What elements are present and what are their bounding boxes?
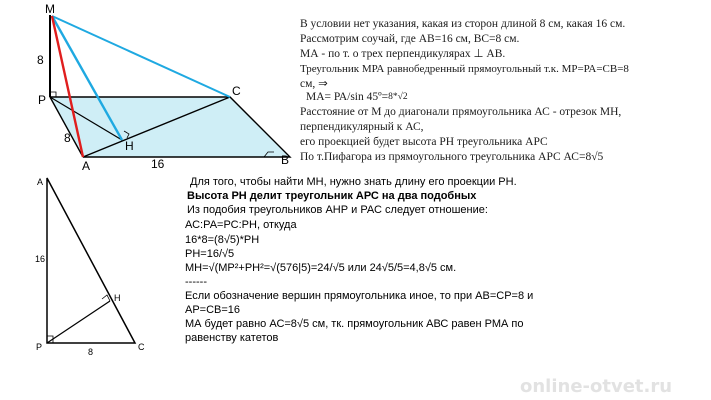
text-line-7: Расстояние от М до диагонали прямоугольника АС - отрезок МН,	[300, 106, 622, 118]
rectangle-plane-fill	[50, 97, 290, 157]
text-line-8: перпендикулярный к АС,	[300, 121, 424, 133]
text-b-line-10: АР=СВ=16	[185, 304, 241, 316]
text-line-10: По т.Пифагора из прямоугольного треугольника АРС АС=8√5	[300, 151, 604, 163]
label-len-pa: 8	[64, 131, 71, 145]
label-c2: C	[138, 342, 145, 352]
label-b: B	[281, 153, 290, 167]
label-p2: P	[36, 342, 43, 352]
label-c: C	[232, 84, 241, 98]
right-angle-h2	[102, 295, 110, 301]
label-len-pc: 8	[88, 347, 94, 357]
label-a: A	[82, 159, 91, 173]
label-len-ab: 16	[151, 157, 165, 171]
text-line-6-value: 8*√2	[388, 92, 408, 102]
segment-mc	[52, 16, 230, 97]
text-b-line-4: АС:РА=РС:РН, откуда	[185, 219, 297, 231]
text-b-line-9: Если обозначение вершин прямоугольника иное, то при АВ=СР=8 и	[185, 290, 534, 302]
label-a2: A	[37, 177, 44, 187]
text-b-line-12: равенству катетов	[185, 332, 279, 344]
text-b-line-3: Из подобия треугольников АНР и РАС следует отношение:	[187, 204, 488, 216]
text-b-line-11: МА будет равно АС=8√5 см, тк. прямоугольник АВС равен РМА по	[185, 318, 524, 330]
text-line-6-main: МА= РА/sin 45º=	[306, 91, 389, 103]
label-len-mp: 8	[37, 53, 44, 67]
text-line-1: В условии нет указания, какая из сторон длиной 8 см, какая 16 см.	[300, 18, 626, 30]
text-line-5: см, ⇒	[300, 78, 328, 90]
text-line-9: его проекцией будет высота РН треугольника АРС	[300, 136, 548, 148]
label-m: M	[45, 2, 55, 16]
triangle-apc	[47, 178, 135, 343]
text-line-4: Треугольник МРА равнобедренный прямоугольный т.к. МР=РА=СВ=8	[300, 63, 629, 75]
text-b-line-8: ------	[185, 276, 207, 288]
watermark: online-otvet.ru	[520, 376, 673, 397]
text-b-line-7: МН=√(МР²+РН²=√(576|5)=24/√5 или 24√5/5=4,8√5 см.	[185, 262, 457, 274]
height-ph	[47, 301, 110, 343]
text-line-6	[306, 91, 408, 104]
text-b-line-1: Для того, чтобы найти МН, нужно знать длину его проекции РН.	[190, 176, 517, 188]
label-h2: H	[114, 293, 121, 303]
text-b-line-2: Высота РН делит треугольник АРС на два подобных	[187, 190, 477, 202]
label-p: P	[38, 93, 47, 107]
label-len-ap: 16	[35, 254, 46, 264]
text-b-line-6: РН=16/√5	[185, 248, 235, 260]
text-line-2: Рассмотрим соучай, где АВ=16 см, ВС=8 см.	[300, 33, 520, 45]
text-line-3: МА - по т. о трех перпендикулярах ⊥ АВ.	[300, 48, 506, 60]
label-h: H	[125, 139, 134, 153]
text-b-line-5: 16*8=(8√5)*РН	[185, 234, 260, 246]
